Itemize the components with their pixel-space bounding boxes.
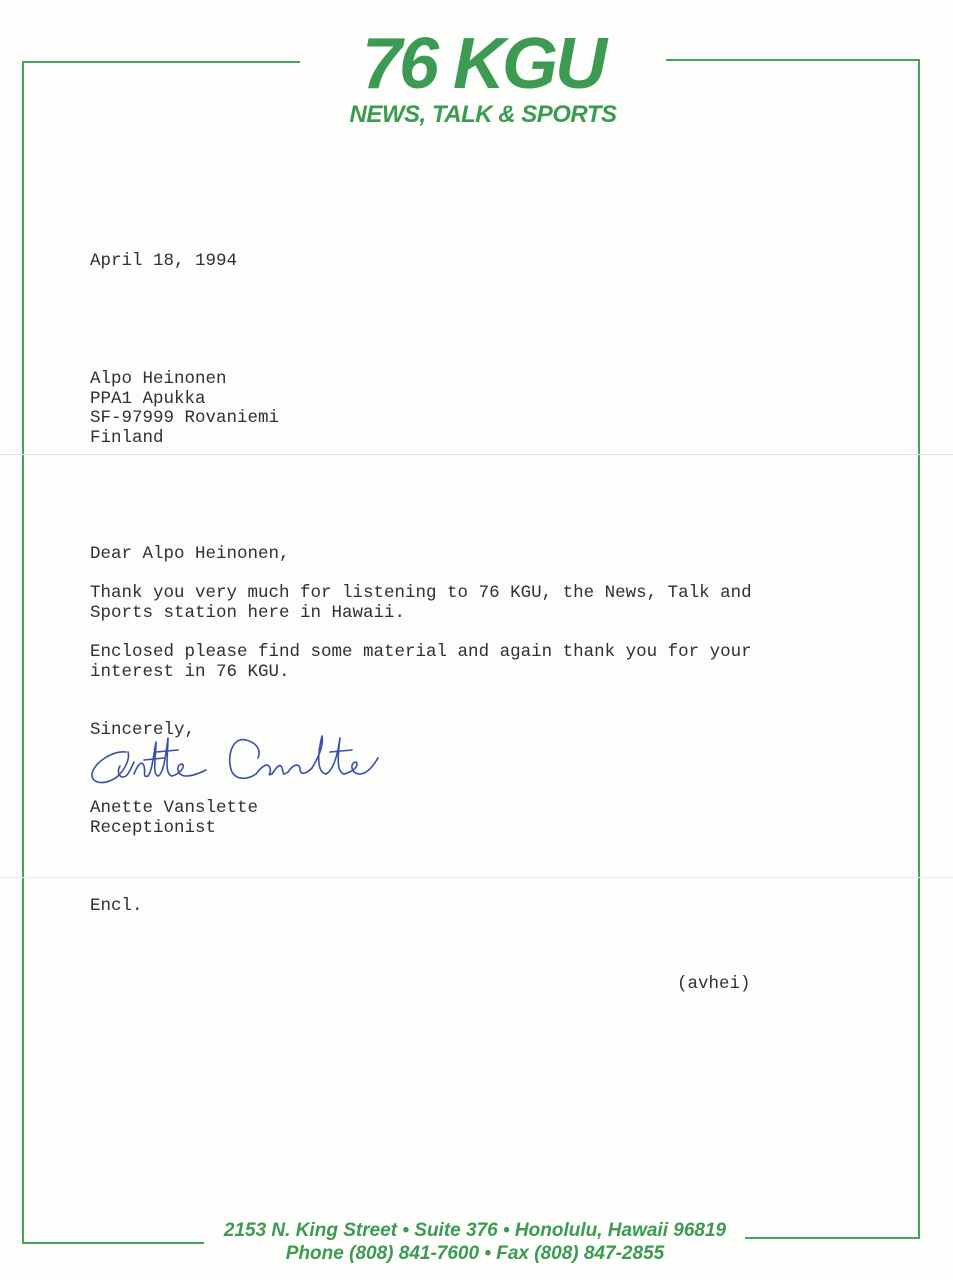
paper-fold-lower (0, 877, 953, 878)
letterhead-footer (160, 1219, 790, 1265)
body-paragraph-2-line-1: Enclosed please find some material and again thank you for your (90, 642, 752, 662)
body-paragraph-1-line-1: Thank you very much for listening to 76 KGU, the News, Talk and (90, 583, 752, 603)
recipient-country: Finland (90, 427, 164, 448)
recipient-address-line2: PPA1 Apukka (90, 388, 206, 409)
recipient-name: Alpo Heinonen (90, 369, 227, 389)
letterhead (300, 24, 666, 128)
paper-fold-upper (0, 454, 953, 455)
footer-address: 2153 N. King Street • Suite 376 • Honolulu, Hawaii 96819 (223, 1220, 727, 1241)
frame-top-left (22, 61, 322, 63)
enclosure-note: Encl. (90, 896, 143, 916)
body-paragraph-1-line-2: Sports station here in Hawaii. (90, 602, 406, 623)
frame-left (22, 61, 24, 1244)
sender-title: Receptionist (90, 817, 217, 838)
handwritten-signature (86, 722, 386, 792)
letter-date: April 18, 1994 (90, 251, 238, 271)
closing: Sincerely, (90, 720, 196, 740)
station-tagline: NEWS, TALK & SPORTS (349, 101, 617, 128)
footer-contact: Phone (808) 841-7600 • Fax (808) 847-2855 (285, 1243, 665, 1264)
sender-name: Anette Vanslette (90, 798, 259, 818)
station-logo: 76 KGU (361, 24, 605, 104)
body-paragraph-2-line-2: interest in 76 KGU. (90, 661, 290, 682)
recipient-address-line3: SF-97999 Rovaniemi (90, 408, 280, 428)
reference-initials: (avhei) (677, 974, 751, 994)
salutation: Dear Alpo Heinonen, (90, 544, 290, 564)
frame-right (918, 59, 920, 1239)
frame-top-right (628, 59, 920, 61)
